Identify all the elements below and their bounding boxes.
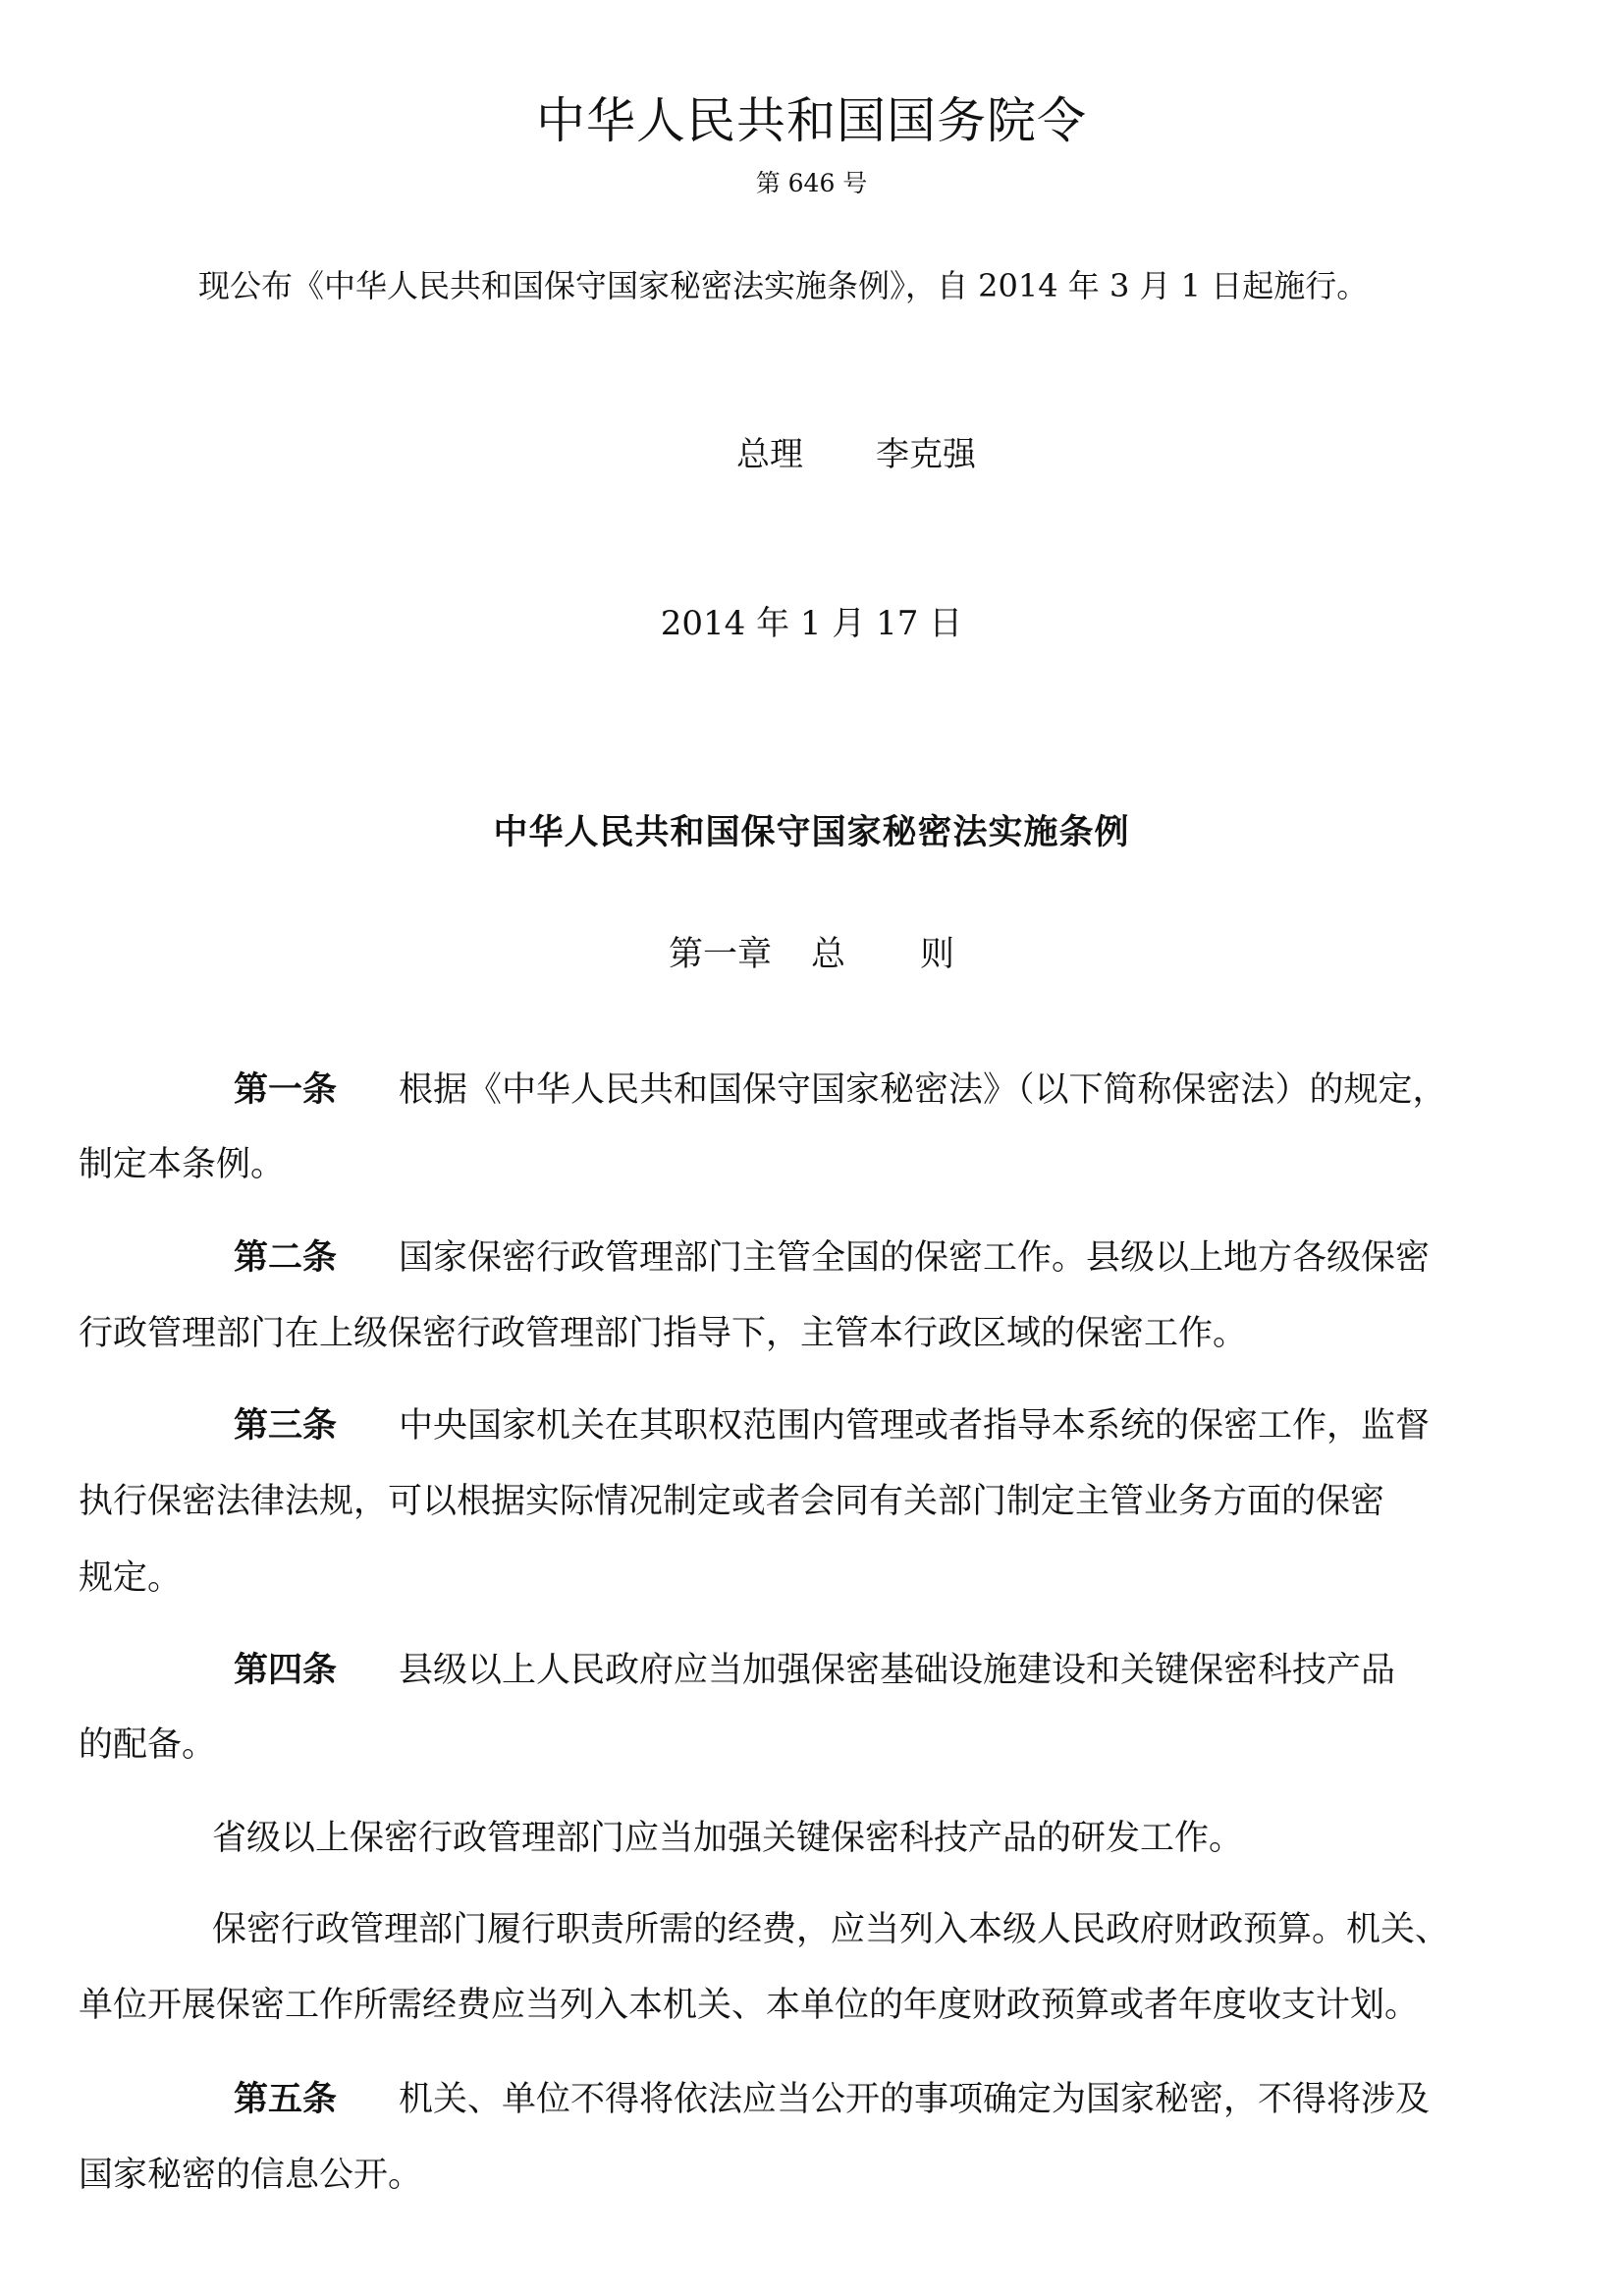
chapter-name-part1: 总 <box>810 935 845 974</box>
article-label: 第二条 <box>234 1237 338 1278</box>
article-label: 第一条 <box>234 1069 338 1110</box>
article-2-line-2: 行政管理部门在上级保密行政管理部门指导下，主管本行政区域的保密工作。 <box>79 1314 1248 1353</box>
article-2-line-1: 第二条 国家保密行政管理部门主管全国的保密工作。县级以上地方各级保密 <box>234 1237 1431 1278</box>
chapter-label: 第一章 <box>668 935 772 974</box>
article-1-line-2: 制定本条例。 <box>79 1145 286 1184</box>
article-1-line-1: 第一条 根据《中华人民共和国保守国家秘密法》（以下简称保密法）的规定， <box>234 1069 1447 1110</box>
article-label: 第四条 <box>234 1650 338 1690</box>
article-3-line-2: 执行保密法律法规，可以根据实际情况制定或者会同有关部门制定主管业务方面的保密 <box>79 1482 1385 1521</box>
article-4-line-2: 的配备。 <box>79 1725 217 1765</box>
regulation-title: 中华人民共和国保守国家秘密法实施条例 <box>493 812 1130 852</box>
signer-title: 总理 <box>736 435 803 474</box>
article-label: 第五条 <box>234 2079 338 2119</box>
chapter-name-part2: 则 <box>920 935 955 974</box>
article-3-line-1: 第三条 中央国家机关在其职权范围内管理或者指导本系统的保密工作，监督 <box>234 1405 1431 1446</box>
article-4-paragraph-2: 省级以上保密行政管理部门应当加强关键保密科技产品的研发工作。 <box>212 1819 1244 1858</box>
article-5-line-2: 国家秘密的信息公开。 <box>79 2156 423 2195</box>
signer-name: 李克强 <box>876 435 976 474</box>
sign-date: 2014 年 1 月 17 日 <box>660 604 963 643</box>
article-4-line-1: 第四条 县级以上人民政府应当加强保密基础设施建设和关键保密科技产品 <box>234 1650 1396 1690</box>
order-number: 第 646 号 <box>755 169 868 197</box>
chapter-heading <box>0 935 1623 974</box>
signature-block <box>736 435 976 474</box>
article-4-paragraph-3-line-1: 保密行政管理部门履行职责所需的经费，应当列入本级人民政府财政预算。机关、 <box>212 1910 1450 1949</box>
article-label: 第三条 <box>234 1405 338 1446</box>
order-title: 中华人民共和国国务院令 <box>536 92 1087 149</box>
article-3-line-3: 规定。 <box>79 1558 183 1598</box>
article-5-line-1: 第五条 机关、单位不得将依法应当公开的事项确定为国家秘密，不得将涉及 <box>234 2079 1431 2119</box>
article-4-paragraph-3-line-2: 单位开展保密工作所需经费应当列入本机关、本单位的年度财政预算或者年度收支计划。 <box>79 1986 1420 2025</box>
promulgation-text: 现公布《中华人民共和国保守国家秘密法实施条例》，自 2014 年 3 月 1 日起施行。 <box>198 267 1369 304</box>
